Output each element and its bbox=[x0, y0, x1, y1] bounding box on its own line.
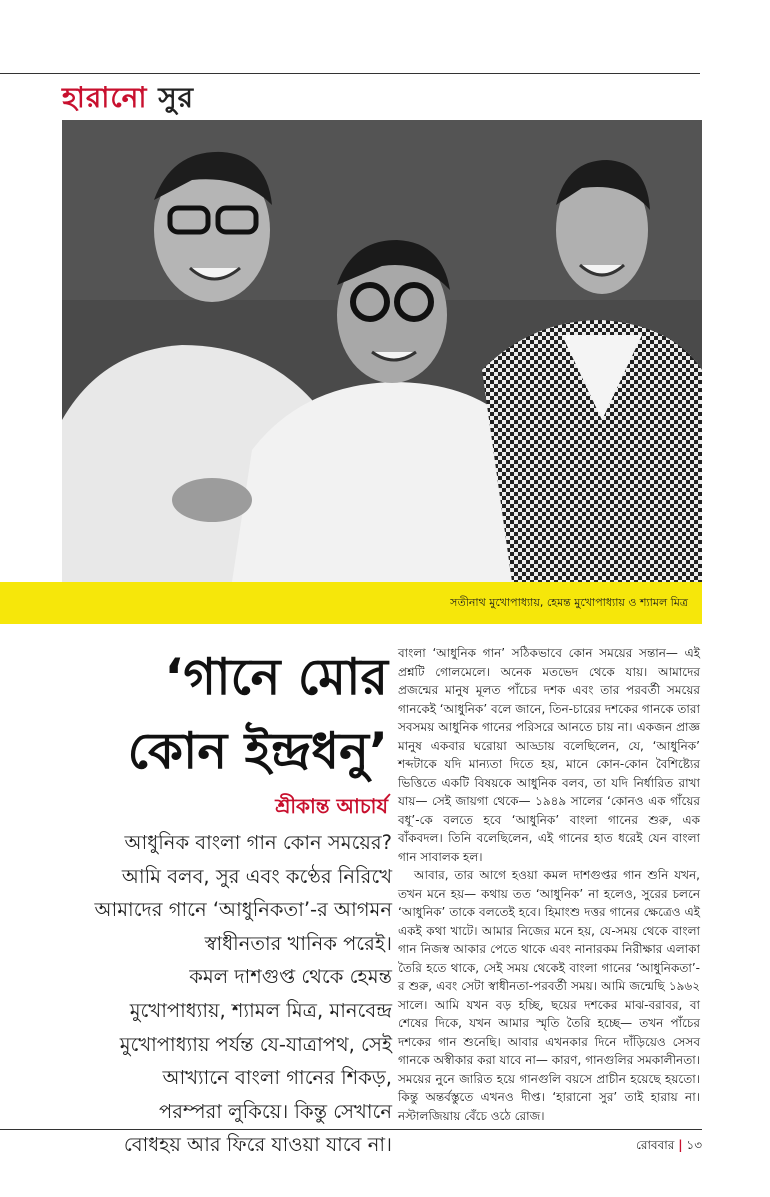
bottom-rule bbox=[0, 1129, 702, 1130]
article-photo bbox=[62, 120, 702, 582]
top-rule bbox=[0, 73, 700, 74]
intro-line: পরম্পরা লুকিয়ে। কিন্তু সেখানে bbox=[159, 1099, 392, 1123]
headline-line-2: কোন ইন্দ্রধনু’ bbox=[127, 722, 388, 780]
intro-line: স্বাধীনতার খানিক পরেই। bbox=[204, 931, 392, 955]
headline-line-1: ‘গানে মোর bbox=[164, 648, 388, 706]
intro-line: বোধহয় আর ফিরে যাওয়া যাবে না। bbox=[123, 1133, 392, 1157]
intro-line: আমি বলব, সুর এবং কণ্ঠের নিরিখে bbox=[121, 864, 392, 888]
section-title-dark: সুর bbox=[158, 81, 195, 114]
intro-line: মুখোপাধ্যায় পর্যন্ত যে-যাত্রাপথ, সেই bbox=[119, 1032, 392, 1056]
section-title bbox=[62, 80, 194, 116]
footer-separator: | bbox=[678, 1138, 683, 1152]
body-paragraph-2: আবার, তার আগে হওয়া কমল দাশগুপ্তর গান শুনি যখন, তখন মনে হয়— কথায় তত ‘আধুনিক’ না হলেও, সুরের চলনে ‘আধুনিক’ তাকে বলতেই হবে। হিমাংশু দত্তর গানের ক্ষেত্রেও এই একই কথা খাটে। আমার নিজের মনে হয়, যে-সময় থেকে বাংলা গান নিজস্ব আকার পেতে থাকে এবং নানারকম নিরীক্ষার এলাকা তৈরি হতে থাকে, সেই সময় থেকেই বাংলা গানের ‘আধুনিকতা’-র শুরু, এবং সেটা স্বাধীনতা-পরবর্তী সময়। আমি জন্মেছি ১৯৬২ সালে। আমি যখন বড় হচ্ছি, ছয়ের দশকের মাঝ-বরাবর, বা শেষের দিকে, যখন আমার স্মৃতি তৈরি হচ্ছে— তখন পাঁচের দশকের গান শুনেছি। আবার এখনকার দিনে দাঁড়িয়েও সেসব গানকে অস্বীকার করা যাবে না— কারণ, গানগুলির সমকালীনতা। সময়ের নুনে জারিত হয়ে গানগুলি বয়সে প্রাচীন হয়েছে হয়তো। কিন্তু অন্তর্বস্তুতে এখনও দীপ্ত। ‘হারানো সুর’ তাই হারায় না। নস্টালজিয়ায় বেঁচে ওঠে রোজ। bbox=[398, 868, 700, 1123]
intro-line: কমল দাশগুপ্ত থেকে হেমন্ত bbox=[189, 965, 392, 989]
article-author: শ্রীকান্ত আচার্য bbox=[275, 794, 388, 818]
page-number: ১৩ bbox=[686, 1138, 702, 1152]
intro-line: আখ্যানে বাংলা গানের শিকড়, bbox=[162, 1066, 392, 1090]
section-title-red: হারানো bbox=[62, 81, 148, 114]
body-paragraph-1: বাংলা ‘আধুনিক গান’ সঠিকভাবে কোন সময়ের সন্তান— এই প্রশ্নটি গোলমেলে। অনেক মতভেদ থেকে যায়। আমাদের প্রজন্মের মানুষ মূলত পাঁচের দশক এবং তার পরবর্তী সময়ের গানকেই ‘আধুনিক’ বলে জানে, তিন-চারের দশকের গানকে তারা সবসময় আধুনিক গানের পরিসরে আনতে চায় না। একজন প্রাজ্ঞ মানুষ একবার ঘরোয়া আড্ডায় বলেছিলেন, যে, ‘আধুনিক’ শব্দটাকে যদি মান্যতা দিতে হয়, মানে কোন-কোন বৈশিষ্ট্যের ভিত্তিতে একটি বিষয়কে আধুনিক বলব, তা যদি নির্ধারিত রাখা যায়— সেই জায়গা থেকে— ১৯৪৯ সালের ‘কোনও এক গাঁয়ের বধূ’-কে বলতে হবে ‘আধুনিক’ বাংলা গানের শুরু, এক বাঁকবদল। তিনি বলেছিলেন, এই গানের হাত ধরেই যেন বাংলা গান সাবালক হল। bbox=[398, 646, 700, 864]
article-body bbox=[398, 644, 700, 1125]
intro-line: মুখোপাধ্যায়, শ্যামল মিত্র, মানবেন্দ্র bbox=[129, 998, 392, 1022]
photo-illustration bbox=[62, 120, 702, 582]
article-headline bbox=[58, 640, 388, 788]
magazine-name: রোববার bbox=[635, 1138, 675, 1152]
photo-caption: সতীনাথ মুখোপাধ্যায়, হেমন্ত মুখোপাধ্যায় ও শ্যামল মিত্র bbox=[450, 596, 688, 609]
article-intro bbox=[62, 826, 392, 1162]
page-footer bbox=[636, 1136, 702, 1154]
intro-line: আমাদের গানে ‘আধুনিকতা’-র আগমন bbox=[94, 898, 392, 922]
caption-bar bbox=[0, 582, 702, 624]
intro-line: আধুনিক বাংলা গান কোন সময়ের? bbox=[124, 831, 392, 854]
